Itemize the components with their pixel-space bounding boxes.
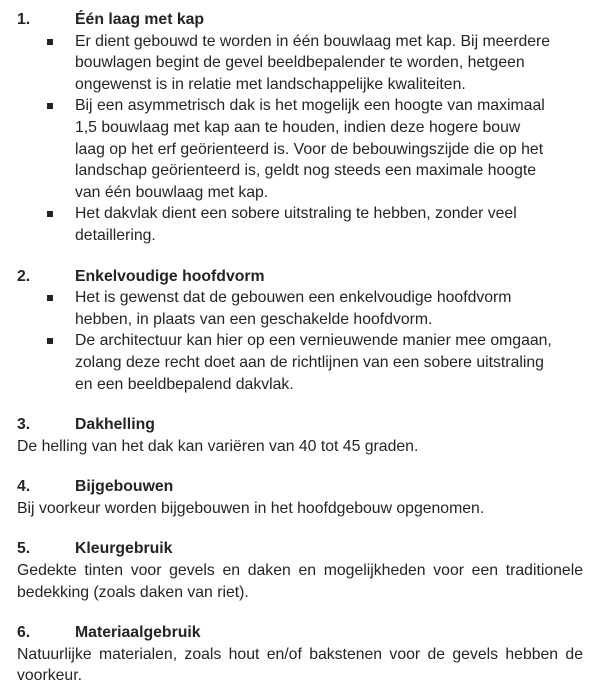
bullet-marker xyxy=(17,330,75,395)
bullet-marker xyxy=(17,287,75,330)
bullet-line: Er dient gebouwd te worden in één bouwlaag met kap. Bij meerdere xyxy=(75,32,551,50)
bullet-marker xyxy=(17,31,75,96)
bullet-icon xyxy=(47,39,53,45)
bullet-icon xyxy=(47,295,53,301)
bullet-line: zolang deze recht doet aan de richtlijnen van een sobere uitstraling xyxy=(75,353,544,371)
bullet-line: detaillering. xyxy=(75,226,156,244)
body-line: Bij voorkeur worden bijgebouwen in het hoofdgebouw opgenomen. xyxy=(17,499,485,517)
section xyxy=(17,9,583,247)
bullet-line: De architectuur kan hier op een vernieuwende manier mee omgaan, xyxy=(75,332,552,350)
section xyxy=(17,266,583,396)
bullet-item xyxy=(17,203,583,246)
body-paragraph xyxy=(17,498,583,520)
body-line: Gedekte tinten voor gevels en daken en mogelijkheden voor een traditionele xyxy=(17,562,583,580)
bullet-line: 1,5 bouwlaag met kap aan te houden, indien deze hogere bouw xyxy=(75,118,521,136)
body-line: De helling van het dak kan variëren van 40 tot 45 graden. xyxy=(17,437,419,455)
body-line: Natuurlijke materialen, zoals hout en/of bakstenen voor de gevels hebben de xyxy=(17,645,583,663)
bullet-line: Het is gewenst dat de gebouwen een enkelvoudige hoofdvorm xyxy=(75,289,512,307)
bullet-icon xyxy=(47,338,53,344)
bullet-item xyxy=(17,330,583,395)
body-paragraph xyxy=(17,436,583,458)
bullet-line: bouwlagen begint de gevel beeldbepalender te worden, hetgeen xyxy=(75,54,525,72)
section-number: 4. xyxy=(17,478,31,496)
section-heading xyxy=(17,414,583,436)
bullet-item xyxy=(17,287,583,330)
section-heading xyxy=(17,538,583,560)
section-number: 5. xyxy=(17,540,31,558)
bullet-line: Bij een asymmetrisch dak is het mogelijk een hoogte van maximaal xyxy=(75,97,545,115)
section-heading xyxy=(17,9,583,31)
section-title: Kleurgebruik xyxy=(75,540,173,558)
section-number: 2. xyxy=(17,267,31,285)
section-heading xyxy=(17,622,583,644)
bullet-text xyxy=(75,203,583,246)
bullet-text xyxy=(75,31,583,96)
bullet-line: van één bouwlaag met kap. xyxy=(75,183,269,201)
section xyxy=(17,476,583,519)
bullet-marker xyxy=(17,95,75,203)
body-paragraph xyxy=(17,644,583,687)
section-title: Bijgebouwen xyxy=(75,478,174,496)
body-paragraph xyxy=(17,560,583,603)
bullet-line: laag op het erf geörienteerd is. Voor de bebouwingszijde die op het xyxy=(75,140,544,158)
body-line: bedekking (zoals daken van riet). xyxy=(17,583,249,601)
bullet-marker xyxy=(17,203,75,246)
section-heading xyxy=(17,266,583,288)
bullet-item xyxy=(17,31,583,96)
bullet-line: landschap geörienteerd is, geldt nog steeds een maximale hoogte xyxy=(75,162,537,180)
bullet-line: ongewenst is in relatie met landschappelijke kwaliteiten. xyxy=(75,75,466,93)
section xyxy=(17,538,583,603)
section-title: Dakhelling xyxy=(75,416,155,434)
section-number: 1. xyxy=(17,11,31,28)
section xyxy=(17,622,583,687)
bullet-line: hebben, in plaats van een geschakelde hoofdvorm. xyxy=(75,310,433,328)
bullet-icon xyxy=(47,103,53,109)
bullet-text xyxy=(75,287,583,330)
section-title: Materiaalgebruik xyxy=(75,624,201,642)
bullet-text xyxy=(75,330,583,395)
bullet-text xyxy=(75,95,583,203)
section-heading xyxy=(17,476,583,498)
bullet-line: Het dakvlak dient een sobere uitstraling te hebben, zonder veel xyxy=(75,205,517,223)
bullet-item xyxy=(17,95,583,203)
section xyxy=(17,414,583,457)
section-number: 3. xyxy=(17,416,31,434)
body-line: voorkeur. xyxy=(17,667,82,685)
section-title: Één laag met kap xyxy=(75,11,205,28)
section-title: Enkelvoudige hoofdvorm xyxy=(75,267,265,285)
bullet-icon xyxy=(47,211,53,217)
bullet-line: en een beeldbepalend dakvlak. xyxy=(75,375,294,393)
section-number: 6. xyxy=(17,624,31,642)
